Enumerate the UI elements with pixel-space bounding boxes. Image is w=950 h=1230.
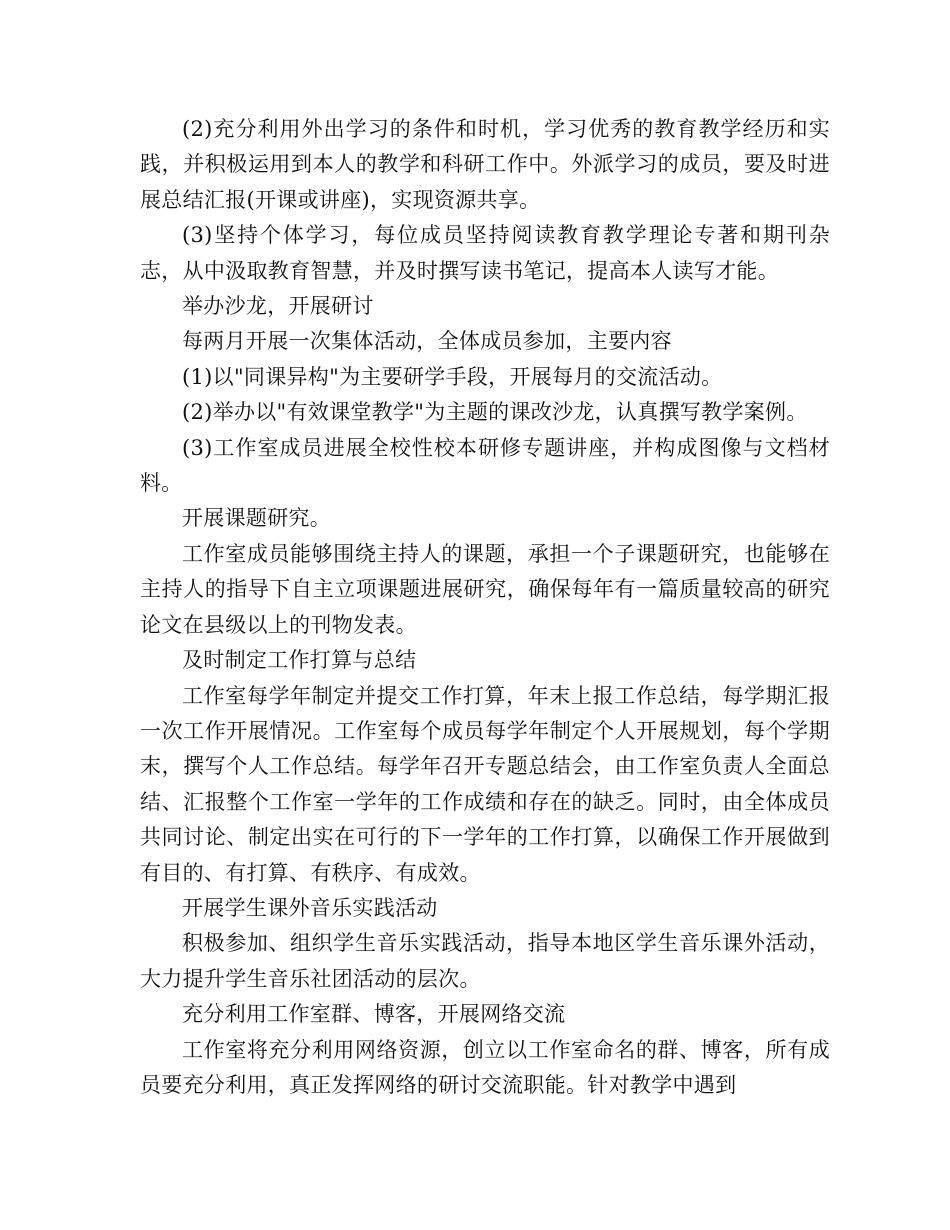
paragraph: (2)充分利用外出学习的条件和时机，学习优秀的教育教学经历和实践，并积极运用到本人的教学和科研工作中。外派学习的成员，要及时进展总结汇报(开课或讲座)，实现资源共享。 bbox=[140, 117, 830, 212]
paragraph: (2)举办以"有效课堂教学"为主题的课改沙龙，认真撰写教学案例。 bbox=[182, 400, 808, 425]
paragraph: 每两月开展一次集体活动，全体成员参加，主要内容 bbox=[182, 329, 672, 354]
section-heading: 开展学生课外音乐实践活动 bbox=[182, 895, 438, 920]
section-heading: 举办沙龙，开展研讨 bbox=[182, 294, 374, 319]
paragraph: (3)工作室成员进展全校性校本研修专题讲座，并构成图像与文档材料。 bbox=[140, 435, 830, 496]
paragraph: (3)坚持个体学习，每位成员坚持阅读教育教学理论专著和期刊杂志，从中汲取教育智慧，并及时撰写读书笔记，提高本人读写才能。 bbox=[140, 223, 830, 283]
paragraph: 工作室每学年制定并提交工作打算，年末上报工作总结，每学期汇报一次工作开展情况。工作室每个成员每学年制定个人开展规划，每个学期末，撰写个人工作总结。每学年召开专题总结会，由工作室负责人全面总结、汇报整个工作室一学年的工作成绩和存在的缺乏。同时，由全体成员共同讨论、制定出实在可行的下一学年的工作打算，以确保工作开展做到有目的、有打算、有秩序、有成效。 bbox=[140, 683, 830, 885]
paragraph: 工作室成员能够围绕主持人的课题，承担一个子课题研究，也能够在主持人的指导下自主立项课题进展研究，确保每年有一篇质量较高的研究论文在县级以上的刊物发表。 bbox=[140, 541, 830, 637]
section-heading: 充分利用工作室群、博客，开展网络交流 bbox=[182, 1002, 566, 1027]
document-body bbox=[140, 112, 830, 1103]
section-heading: 开展课题研究。 bbox=[182, 506, 332, 531]
paragraph: (1)以"同课异构"为主要研学手段，开展每月的交流活动。 bbox=[182, 364, 723, 389]
paragraph: 积极参加、组织学生音乐实践活动，指导本地区学生音乐课外活动，大力提升学生音乐社团活动的层次。 bbox=[140, 931, 830, 991]
section-heading: 及时制定工作打算与总结 bbox=[182, 648, 417, 673]
paragraph: 工作室将充分利用网络资源，创立以工作室命名的群、博客，所有成员要充分利用，真正发挥网络的研讨交流职能。针对教学中遇到 bbox=[140, 1037, 830, 1097]
